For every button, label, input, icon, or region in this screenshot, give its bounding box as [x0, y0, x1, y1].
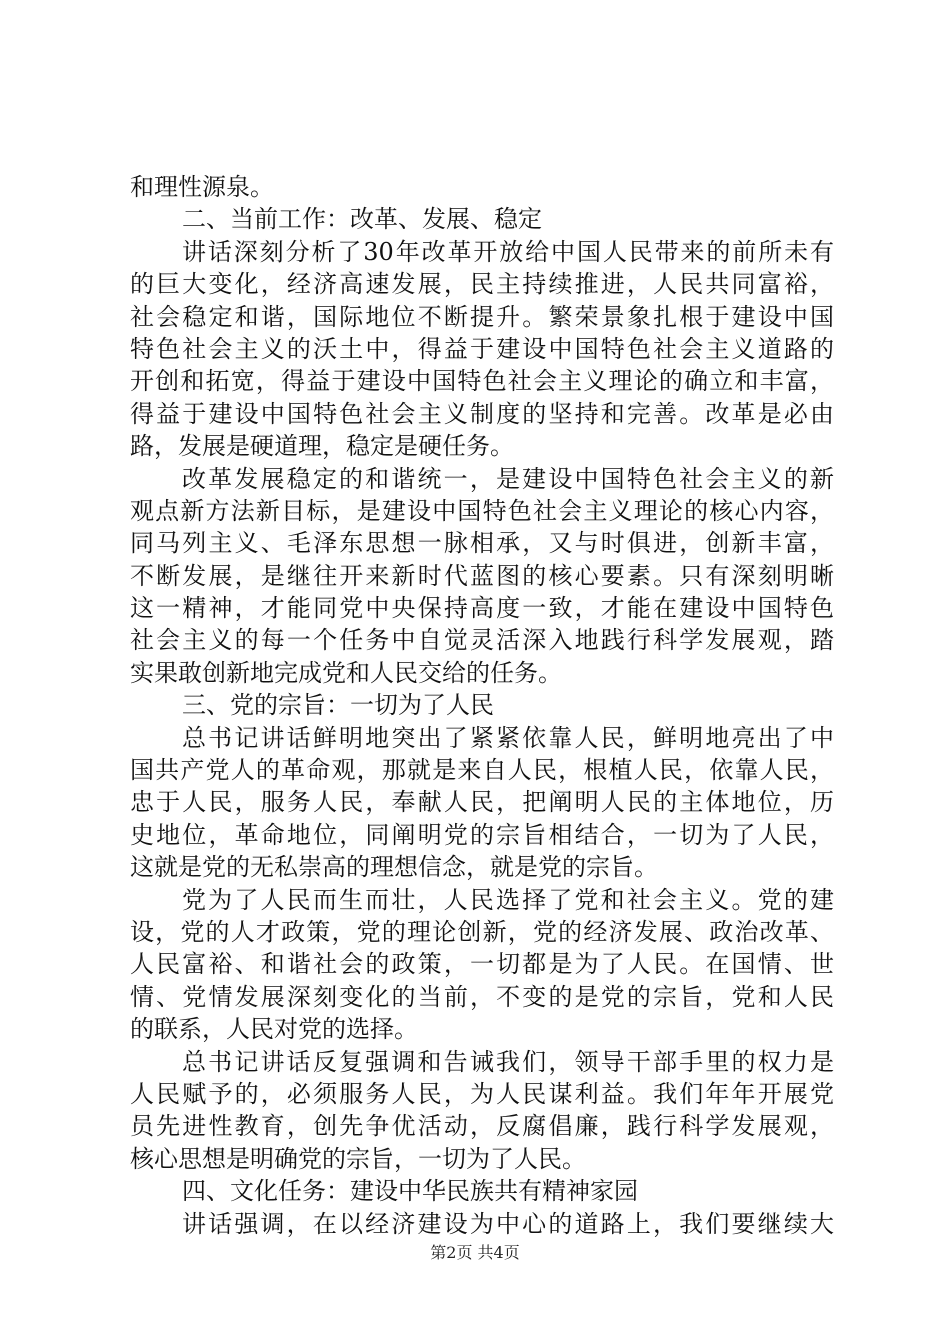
- text-line: 这就是党的无私崇高的理想信念，就是党的宗旨。: [130, 853, 658, 882]
- text-line: 讲话深刻分析了30年改革开放给中国人民带来的前所未有: [182, 237, 834, 266]
- text-line: 的巨大变化，经济高速发展，民主持续推进，人民共同富裕，: [130, 270, 834, 299]
- text-line: 不断发展，是继往开来新时代蓝图的核心要素。只有深刻明晰: [130, 561, 834, 590]
- text-line: 改革发展稳定的和谐统一，是建设中国特色社会主义的新: [182, 464, 834, 493]
- section-heading: 二、当前工作：改革、发展、稳定: [182, 205, 542, 234]
- text-line: 总书记讲话反复强调和告诫我们，领导干部手里的权力是: [182, 1047, 834, 1076]
- text-line: 特色社会主义的沃土中，得益于建设中国特色社会主义道路的: [130, 334, 834, 363]
- text-line: 核心思想是明确党的宗旨，一切为了人民。: [130, 1144, 586, 1173]
- text-line: 党为了人民而生而壮，人民选择了党和社会主义。党的建: [182, 885, 834, 914]
- section-heading: 三、党的宗旨：一切为了人民: [182, 691, 494, 720]
- text-line: 开创和拓宽，得益于建设中国特色社会主义理论的确立和丰富，: [130, 367, 834, 396]
- text-line: 人民赋予的，必须服务人民，为人民谋利益。我们年年开展党: [130, 1079, 834, 1108]
- body-text: [130, 171, 834, 1240]
- text-line: 社会主义的每一个任务中自觉灵活深入地践行科学发展观，踏: [130, 626, 834, 655]
- text-line: 观点新方法新目标，是建设中国特色社会主义理论的核心内容，: [130, 496, 834, 525]
- text-line: 总书记讲话鲜明地突出了紧紧依靠人民，鲜明地亮出了中: [182, 723, 834, 752]
- text-line: 情、党情发展深刻变化的当前，不变的是党的宗旨，党和人民: [130, 982, 834, 1011]
- section-heading: 四、文化任务：建设中华民族共有精神家园: [182, 1177, 638, 1206]
- text-line: 得益于建设中国特色社会主义制度的坚持和完善。改革是必由: [130, 399, 834, 428]
- text-line: 忠于人民，服务人民，奉献人民，把阐明人民的主体地位，历: [130, 788, 834, 817]
- text-line: 实果敢创新地完成党和人民交给的任务。: [130, 658, 562, 687]
- text-line: 国共产党人的革命观，那就是来自人民，根植人民，依靠人民，: [130, 756, 834, 785]
- text-line: 的联系，人民对党的选择。: [130, 1015, 418, 1044]
- text-line: 这一精神，才能同党中央保持高度一致，才能在建设中国特色: [130, 594, 834, 623]
- text-line: 讲话强调，在以经济建设为中心的道路上，我们要继续大: [182, 1209, 834, 1238]
- text-line: 路，发展是硬道理，稳定是硬任务。: [130, 432, 514, 461]
- text-line: 员先进性教育，创先争优活动，反腐倡廉，践行科学发展观，: [130, 1112, 834, 1141]
- text-line: 同马列主义、毛泽东思想一脉相承，又与时俱进，创新丰富，: [130, 529, 834, 558]
- text-line: 设，党的人才政策，党的理论创新，党的经济发展、政治改革、: [130, 917, 834, 946]
- text-line: 社会稳定和谐，国际地位不断提升。繁荣景象扎根于建设中国: [130, 302, 834, 331]
- text-line: 史地位，革命地位，同阐明党的宗旨相结合，一切为了人民，: [130, 820, 834, 849]
- text-line: 和理性源泉。: [130, 173, 274, 201]
- text-line: 人民富裕、和谐社会的政策，一切都是为了人民。在国情、世: [130, 950, 834, 979]
- page-number-footer: 第2页 共4页: [430, 1243, 520, 1262]
